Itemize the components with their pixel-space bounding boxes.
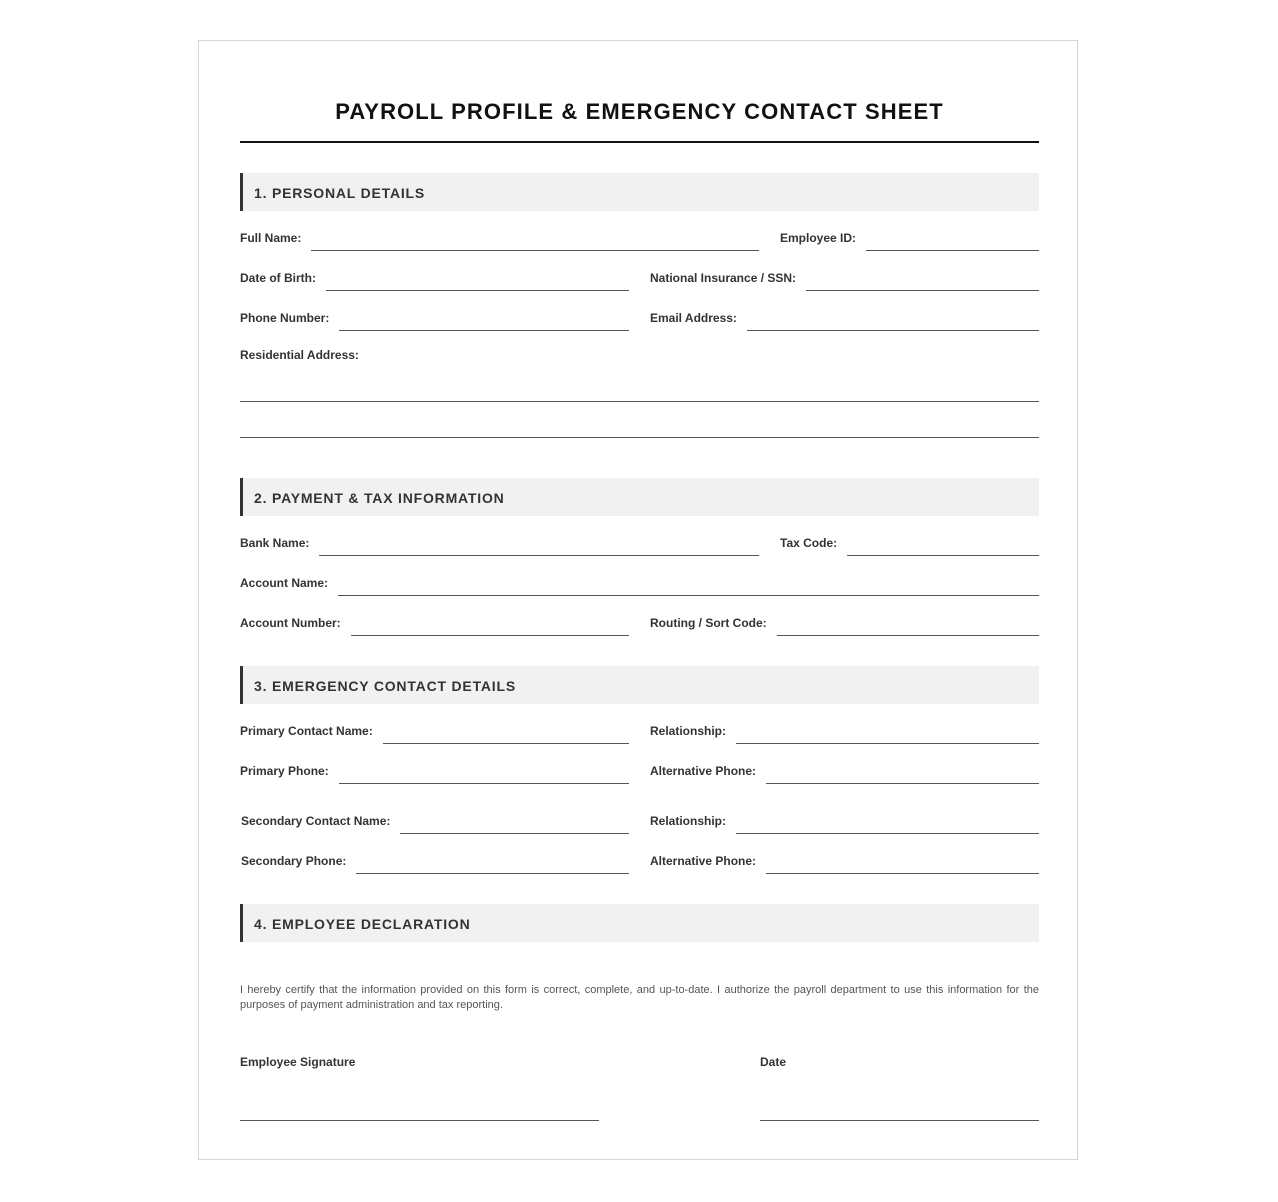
secondary-alt-phone-input-line[interactable]: [766, 851, 1039, 874]
signature-line[interactable]: [240, 1120, 599, 1121]
field-label: Full Name:: [240, 231, 302, 245]
section-heading: 4. EMPLOYEE DECLARATION: [254, 916, 471, 932]
employee-id-field[interactable]: [780, 229, 1039, 251]
secondary-contact-name-field[interactable]: [241, 812, 629, 834]
section-heading: 3. EMERGENCY CONTACT DETAILS: [254, 678, 516, 694]
ni-ssn-input-line[interactable]: [806, 268, 1039, 291]
field-label: Relationship:: [650, 814, 727, 828]
field-label: Primary Phone:: [240, 764, 329, 778]
tax-code-input-line[interactable]: [847, 533, 1039, 556]
section-personal-header: [240, 173, 1039, 211]
bank-name-input-line[interactable]: [319, 533, 759, 556]
address-line-2[interactable]: [240, 437, 1039, 438]
phone-field[interactable]: [240, 309, 629, 331]
field-label: Email Address:: [650, 311, 737, 325]
primary-relationship-input-line[interactable]: [736, 721, 1039, 744]
employee-id-input-line[interactable]: [866, 228, 1039, 251]
form-sheet: [198, 40, 1078, 1160]
primary-contact-name-field[interactable]: [240, 722, 629, 744]
primary-phone-field[interactable]: [240, 762, 629, 784]
section-emergency-header: [240, 666, 1039, 704]
field-label: Account Name:: [240, 576, 329, 590]
email-input-line[interactable]: [747, 308, 1039, 331]
field-label: National Insurance / SSN:: [650, 271, 797, 285]
section-heading: 2. PAYMENT & TAX INFORMATION: [254, 490, 505, 506]
account-number-field[interactable]: [240, 614, 629, 636]
address-line-1[interactable]: [240, 401, 1039, 402]
address-label: Residential Address:: [240, 348, 359, 362]
field-label: Alternative Phone:: [650, 764, 757, 778]
primary-relationship-field[interactable]: [650, 722, 1039, 744]
account-name-field[interactable]: [240, 574, 1039, 596]
primary-alt-phone-field[interactable]: [650, 762, 1039, 784]
date-label: Date: [760, 1055, 787, 1069]
email-field[interactable]: [650, 309, 1039, 331]
field-label: Secondary Contact Name:: [241, 814, 391, 828]
secondary-phone-input-line[interactable]: [356, 851, 629, 874]
ni-ssn-field[interactable]: [650, 269, 1039, 291]
field-label: Bank Name:: [240, 536, 310, 550]
signature-label: Employee Signature: [240, 1055, 356, 1069]
declaration-text: I hereby certify that the information provided on this form is correct, complete, and up-to-date. I authorize the payroll department to use this information for the purposes of payment administration and tax reporting.: [240, 984, 1039, 1011]
section-payment-header: [240, 478, 1039, 516]
field-label: Alternative Phone:: [650, 854, 757, 868]
dob-input-line[interactable]: [326, 268, 629, 291]
field-label: Date of Birth:: [240, 271, 316, 285]
field-label: Relationship:: [650, 724, 727, 738]
tax-code-field[interactable]: [780, 534, 1039, 556]
secondary-alt-phone-field[interactable]: [650, 852, 1039, 874]
date-line[interactable]: [760, 1120, 1039, 1121]
secondary-relationship-input-line[interactable]: [736, 811, 1039, 834]
field-label: Employee ID:: [780, 231, 857, 245]
dob-field[interactable]: [240, 269, 629, 291]
primary-contact-name-input-line[interactable]: [383, 721, 629, 744]
field-label: Primary Contact Name:: [240, 724, 373, 738]
title-divider: [240, 141, 1039, 143]
section-heading: 1. PERSONAL DETAILS: [254, 185, 426, 201]
full-name-input-line[interactable]: [311, 228, 759, 251]
bank-name-field[interactable]: [240, 534, 759, 556]
field-label: Account Number:: [240, 616, 341, 630]
secondary-phone-field[interactable]: [241, 852, 629, 874]
field-label: Phone Number:: [240, 311, 330, 325]
section-declaration-header: [240, 904, 1039, 942]
account-name-input-line[interactable]: [338, 573, 1039, 596]
field-label: Secondary Phone:: [241, 854, 347, 868]
primary-alt-phone-input-line[interactable]: [766, 761, 1039, 784]
field-label: Routing / Sort Code:: [650, 616, 767, 630]
full-name-field[interactable]: [240, 229, 759, 251]
routing-field[interactable]: [650, 614, 1039, 636]
phone-input-line[interactable]: [339, 308, 629, 331]
routing-input-line[interactable]: [777, 613, 1039, 636]
primary-phone-input-line[interactable]: [339, 761, 629, 784]
field-label: Tax Code:: [780, 536, 838, 550]
page-title: PAYROLL PROFILE & EMERGENCY CONTACT SHEET: [335, 99, 944, 124]
secondary-contact-name-input-line[interactable]: [400, 811, 629, 834]
secondary-relationship-field[interactable]: [650, 812, 1039, 834]
account-number-input-line[interactable]: [351, 613, 629, 636]
